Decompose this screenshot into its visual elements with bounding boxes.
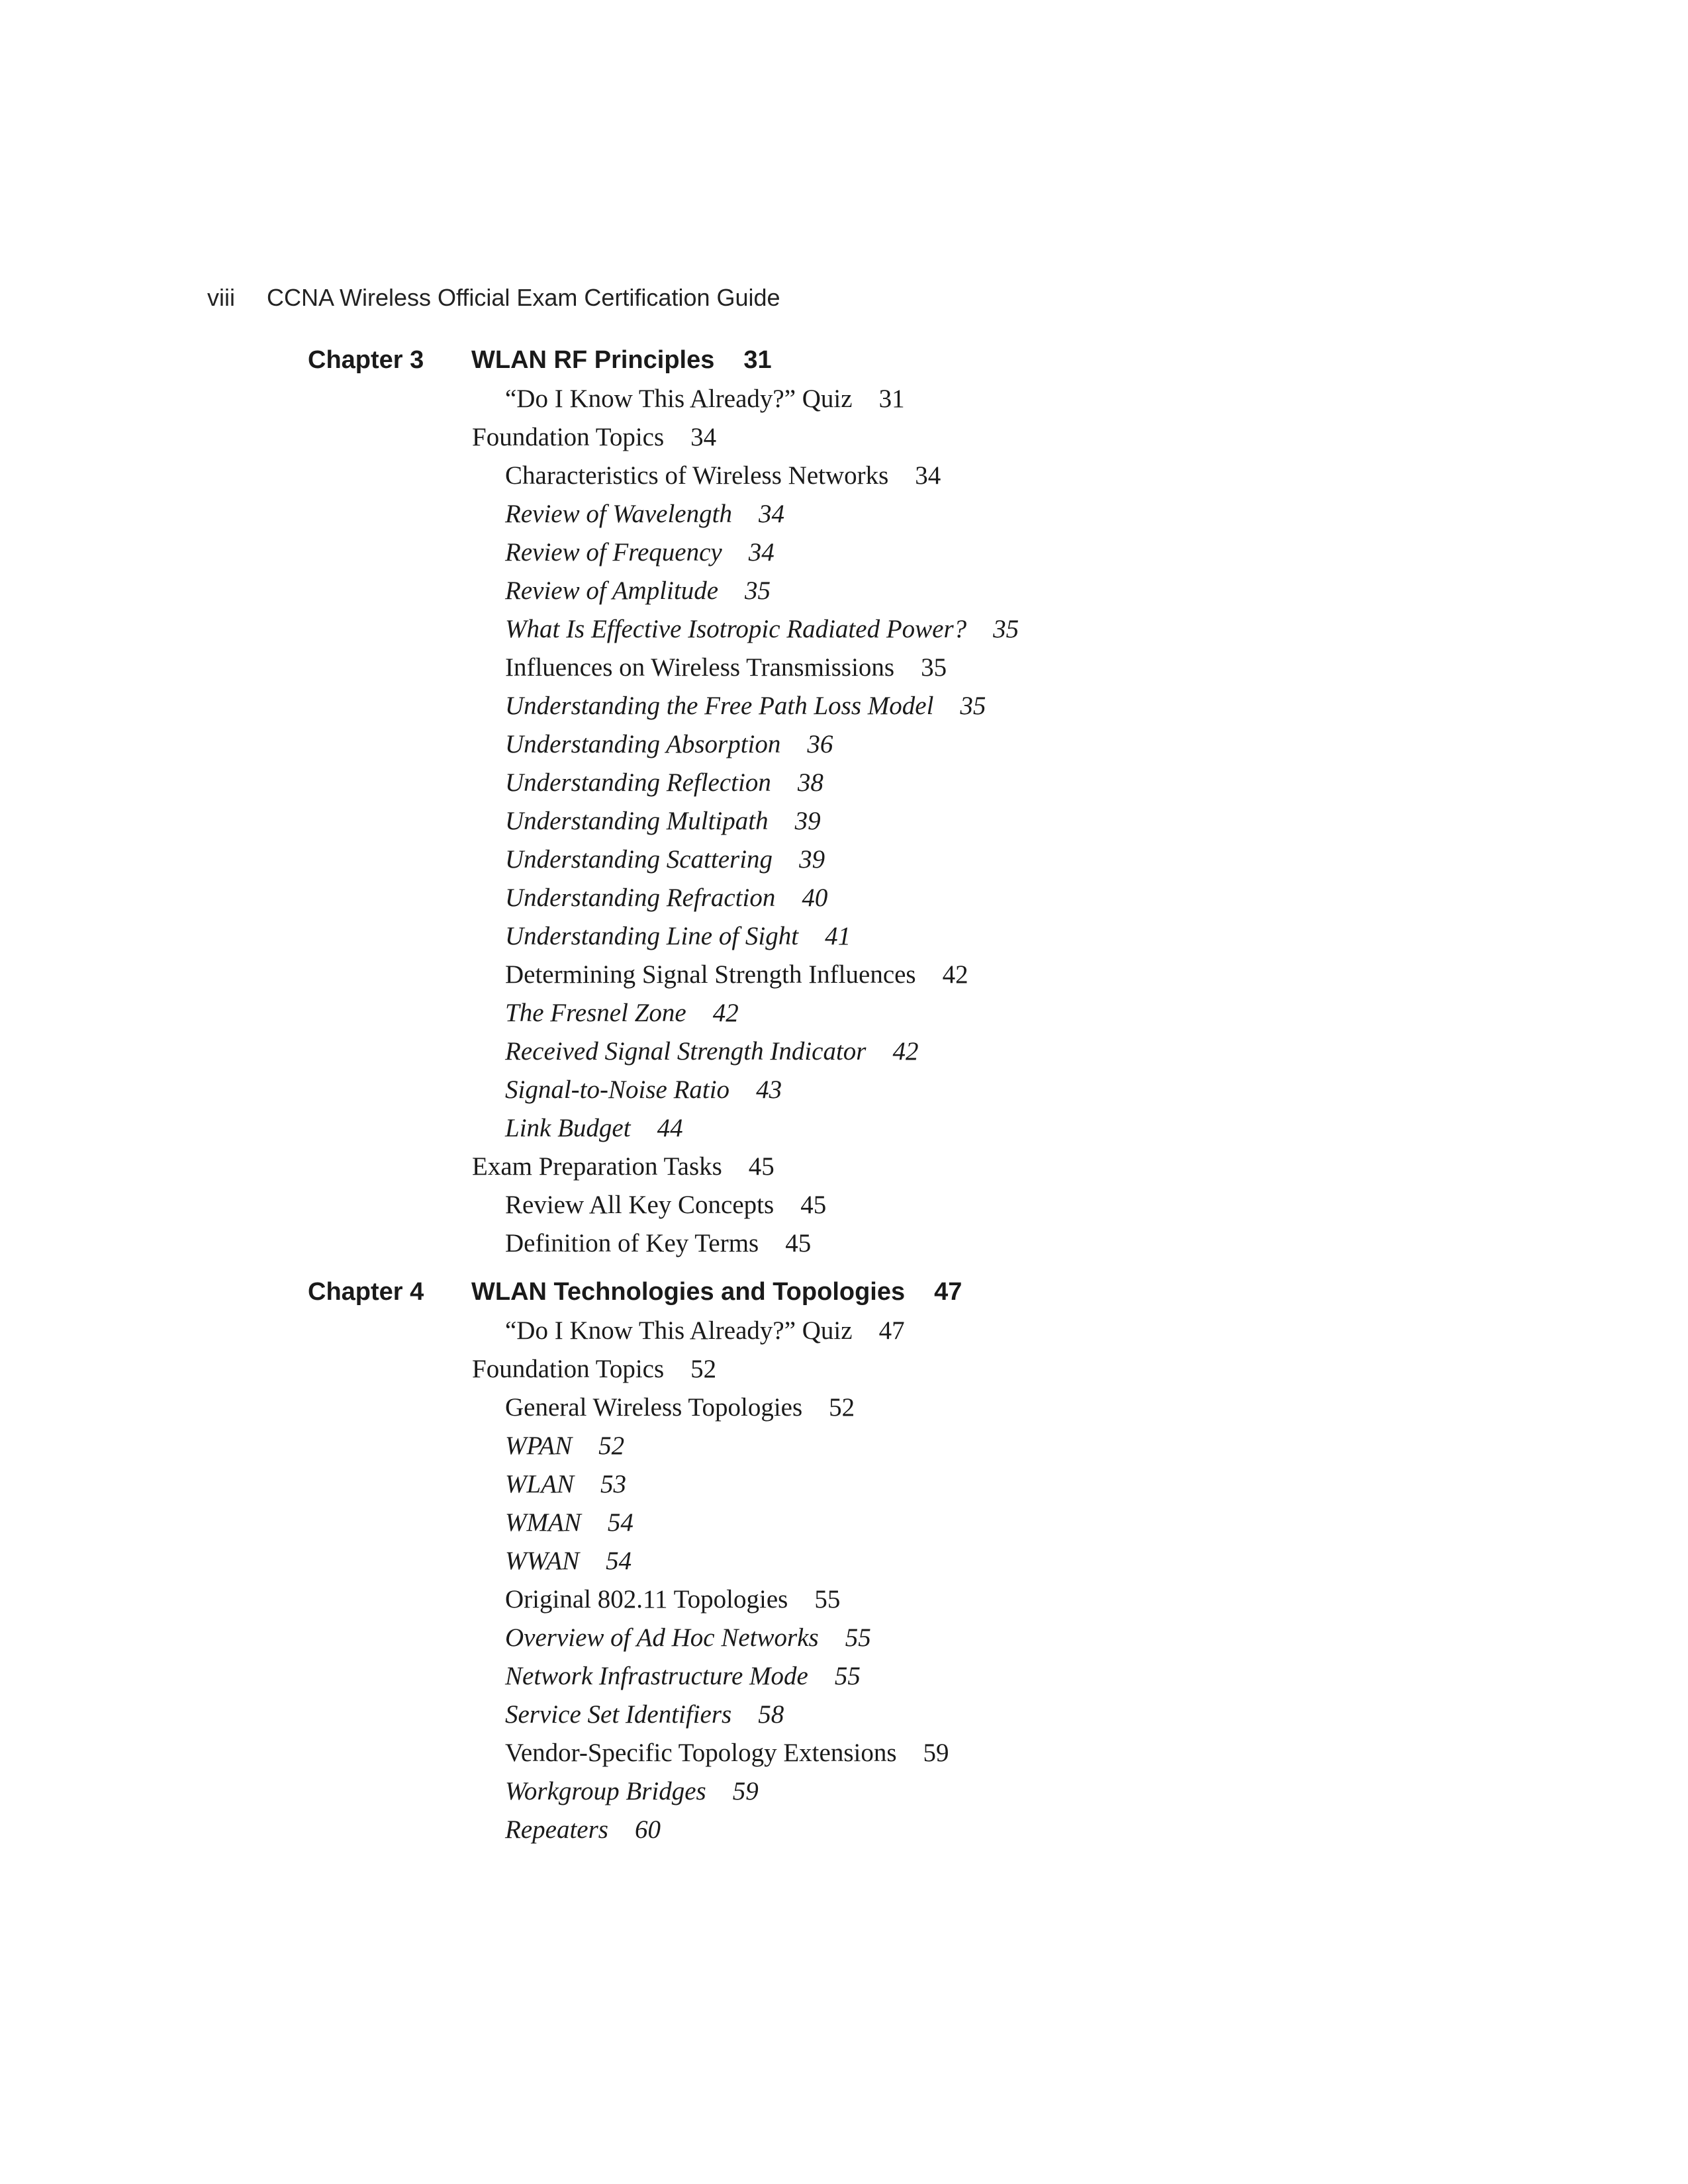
toc-entry <box>505 956 968 994</box>
page-header <box>207 278 780 318</box>
toc-entry-page: 59 <box>923 1739 949 1767</box>
toc-entry-title: Repeaters <box>505 1815 608 1844</box>
toc-entry-title: Workgroup Bridges <box>505 1777 706 1805</box>
toc-entry <box>505 725 833 764</box>
toc-entry-page: 54 <box>607 1508 633 1537</box>
toc-entry-page: 35 <box>921 653 947 682</box>
toc-entry <box>505 917 851 956</box>
toc-entry-page: 42 <box>942 960 968 989</box>
toc-entry-title: Characteristics of Wireless Networks <box>505 461 889 490</box>
toc-entry-page: 52 <box>598 1432 625 1460</box>
toc-entry <box>505 495 784 533</box>
toc-entry-page: 45 <box>748 1152 774 1181</box>
toc-entry <box>505 1619 871 1657</box>
chapter-heading <box>0 340 1688 380</box>
toc-entry-page: 34 <box>758 500 784 528</box>
toc-entry-title: Understanding Absorption <box>505 730 781 758</box>
toc-entry-title: Link Budget <box>505 1114 631 1142</box>
toc-entry-page: 53 <box>600 1470 627 1498</box>
toc-entry-title: Understanding Refraction <box>505 884 776 912</box>
toc-entry-page: 42 <box>892 1037 919 1066</box>
toc-entry-title: Original 802.11 Topologies <box>505 1585 788 1614</box>
toc-entry-page: 44 <box>657 1114 683 1142</box>
toc-entry <box>505 1580 840 1619</box>
toc-entry-page: 55 <box>814 1585 841 1614</box>
toc-entry <box>505 1504 633 1542</box>
toc-entry-title: “Do I Know This Already?” Quiz <box>505 385 853 413</box>
toc-entry-title: Understanding Line of Sight <box>505 922 799 950</box>
toc-entry <box>505 1734 949 1772</box>
toc-entry-page: 38 <box>797 768 823 797</box>
toc-entry-page: 52 <box>829 1393 855 1422</box>
toc-entry <box>505 1811 661 1849</box>
toc-entry-page: 55 <box>834 1662 861 1690</box>
toc-entry <box>505 1071 782 1109</box>
chapter-title-text: WLAN Technologies and Topologies <box>471 1278 906 1306</box>
toc-entry <box>505 649 947 687</box>
toc-entry-title: General Wireless Topologies <box>505 1393 803 1422</box>
toc-entry-page: 31 <box>878 385 905 413</box>
toc-entry-title: Network Infrastructure Mode <box>505 1662 808 1690</box>
toc-entry-title: Review of Amplitude <box>505 576 719 605</box>
chapter-page-number: 31 <box>743 346 772 374</box>
toc-entry-page: 35 <box>745 576 771 605</box>
toc-entry-page: 39 <box>799 845 825 874</box>
toc-entry-title: Received Signal Strength Indicator <box>505 1037 867 1066</box>
toc-entry-title: Review All Key Concepts <box>505 1191 774 1219</box>
toc-entry-page: 39 <box>794 807 821 835</box>
toc-entry <box>505 802 821 841</box>
toc-entry-page: 43 <box>756 1075 782 1104</box>
chapter-heading <box>0 1272 1688 1312</box>
toc-entry <box>505 1772 759 1811</box>
toc-entry <box>505 533 774 572</box>
toc-entry-page: 54 <box>606 1547 632 1575</box>
toc-entry-page: 45 <box>800 1191 827 1219</box>
toc-entry-title: Determining Signal Strength Influences <box>505 960 916 989</box>
chapter-label: Chapter 4 <box>308 1278 424 1306</box>
toc-entry-title: Review of Wavelength <box>505 500 732 528</box>
toc-entry <box>505 1109 683 1148</box>
toc-entry-page: 35 <box>993 615 1019 643</box>
chapter-title <box>471 1272 962 1312</box>
toc-entry-page: 35 <box>960 692 986 720</box>
toc-entry <box>505 1696 784 1734</box>
toc-entry <box>505 764 823 802</box>
toc-entry-page: 47 <box>878 1316 905 1345</box>
toc-entry-title: Vendor-Specific Topology Extensions <box>505 1739 897 1767</box>
toc-entry-page: 40 <box>802 884 828 912</box>
toc-entry <box>505 994 739 1032</box>
toc-entry <box>505 457 941 495</box>
toc-entry-title: WWAN <box>505 1547 580 1575</box>
toc-entry-title: Influences on Wireless Transmissions <box>505 653 895 682</box>
toc-entry <box>505 687 986 725</box>
toc-entry-page: 60 <box>634 1815 661 1844</box>
toc-entry-page: 58 <box>758 1700 784 1729</box>
toc-entry-title: Understanding Scattering <box>505 845 773 874</box>
toc-entry-title: What Is Effective Isotropic Radiated Power? <box>505 615 967 643</box>
toc-entry-title: WPAN <box>505 1432 573 1460</box>
toc-entry-page: 34 <box>690 423 717 451</box>
toc-entry-page: 55 <box>845 1623 871 1652</box>
toc-entry <box>505 1032 919 1071</box>
toc-entry <box>472 1148 774 1186</box>
toc-entry <box>505 1312 905 1350</box>
chapter-title-text: WLAN RF Principles <box>471 346 715 374</box>
book-title: CCNA Wireless Official Exam Certification Guide <box>267 284 780 311</box>
toc-entry <box>505 610 1019 649</box>
toc-entry-title: Exam Preparation Tasks <box>472 1152 722 1181</box>
toc-entry-page: 36 <box>807 730 833 758</box>
toc-entry <box>505 1657 861 1696</box>
toc-entry <box>472 418 716 457</box>
toc-entry-title: Overview of Ad Hoc Networks <box>505 1623 819 1652</box>
toc-entry-page: 41 <box>825 922 851 950</box>
chapter-label: Chapter 3 <box>308 346 424 374</box>
chapter-title <box>471 340 772 380</box>
toc-entry <box>505 1388 855 1427</box>
toc-entry <box>472 1350 716 1388</box>
toc-entry-title: Understanding the Free Path Loss Model <box>505 692 934 720</box>
toc-entry-title: WMAN <box>505 1508 581 1537</box>
toc-entry-title: Understanding Reflection <box>505 768 771 797</box>
toc-entry-page: 45 <box>785 1229 812 1257</box>
toc-entry <box>505 572 771 610</box>
toc-entry <box>505 1465 626 1504</box>
toc-entry-title: Definition of Key Terms <box>505 1229 759 1257</box>
toc-entry <box>505 1224 811 1263</box>
toc-entry <box>505 1186 826 1224</box>
toc-entry-title: Foundation Topics <box>472 423 665 451</box>
toc-entry-page: 59 <box>732 1777 759 1805</box>
toc-entry-title: The Fresnel Zone <box>505 999 686 1027</box>
toc-entry <box>505 1542 632 1580</box>
toc-entry-title: Understanding Multipath <box>505 807 769 835</box>
toc-entry-page: 34 <box>748 538 774 567</box>
toc-entry-title: WLAN <box>505 1470 575 1498</box>
toc-entry-title: Service Set Identifiers <box>505 1700 732 1729</box>
toc-entry-page: 42 <box>712 999 739 1027</box>
toc-entry <box>505 841 825 879</box>
page-number: viii <box>207 284 235 311</box>
toc-entry-title: Foundation Topics <box>472 1355 665 1383</box>
toc-entry <box>505 1427 624 1465</box>
toc-entry <box>505 380 905 418</box>
toc-entry-title: Signal-to-Noise Ratio <box>505 1075 730 1104</box>
toc-entry-page: 34 <box>915 461 941 490</box>
toc-entry-title: Review of Frequency <box>505 538 722 567</box>
toc-entry <box>505 879 827 917</box>
chapter-page-number: 47 <box>934 1278 962 1306</box>
toc-entry-title: “Do I Know This Already?” Quiz <box>505 1316 853 1345</box>
toc-entry-page: 52 <box>690 1355 717 1383</box>
